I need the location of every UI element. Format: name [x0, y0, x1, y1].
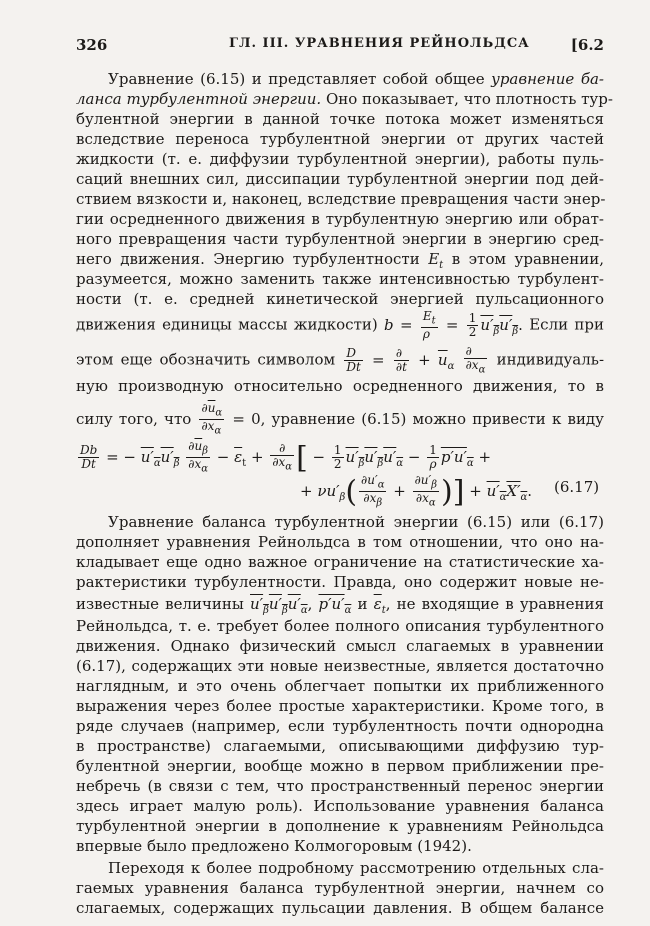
text-line: ствием вязкости и, наконец, вследствие превращения части энер-: [76, 190, 606, 208]
equation-6-17-line2: + $\nu u'_\beta$( $\frac{\partial u'_\alpha}{\partial x_\beta}$ + $\frac{\partial u'_\beta}{\partial x_\alpha}$ )] + $u'_\alpha X'_\alpha$.: [300, 473, 533, 510]
page-number: 326: [76, 36, 108, 54]
text-line: жидкости (т. е. диффузии турбулентной энергии), работы пуль-: [76, 150, 604, 168]
text-line: Переходя к более подробному рассмотрению отдельных сла-: [108, 859, 604, 877]
text-line: (6.17), содержащих эти новые неизвестные, является достаточно: [76, 657, 604, 675]
text-line: наглядным, и это очень облегчает попытки их приближенного: [76, 677, 604, 695]
text-line: дополняет уравнения Рейнольдса в том отношении, что оно на-: [76, 533, 604, 551]
chapter-title: ГЛ. III. УРАВНЕНИЯ РЕЙНОЛЬДСА: [229, 36, 530, 51]
text-line: слагаемых, содержащих пульсации давления. В общем балансе: [76, 899, 604, 917]
text-line: саций внешних сил, диссипации турбулентной энергии под дей-: [76, 170, 604, 188]
section-number: [6.2: [570, 36, 604, 54]
text-line: гаемых уравнения баланса турбулентной энергии, начнем со: [76, 879, 604, 897]
formula-b: b = $\frac{E_t}{\rho}$ = $\frac{1}{2}$ $u'_\beta u'_\beta$.: [384, 309, 523, 342]
text-line: вследствие переноса турбулентной энергии от других частей: [76, 130, 604, 148]
text-line: в пространстве) слагаемыми, описывающими диффузию тур-: [76, 737, 604, 755]
formula-dissipation: $\overline{\varepsilon}_t$: [373, 595, 386, 616]
text-line: булентной энергии, вообще можно в первом приближении пре-: [76, 757, 604, 775]
text-line: ную производную относительно осредненного движения, то в: [76, 377, 604, 395]
text-line: выражения через более простые характеристики. Кроме того, в: [76, 697, 604, 715]
text-line: небречь (в связи с тем, что пространственный перенос энергии: [76, 777, 604, 795]
text-line: разумеется, можно заменить также интенсивностью турбулент-: [76, 270, 604, 288]
formula-material-derivative: $\frac{D}{Dt}$ = $\frac{\partial}{\partial t}$ + $\overline{u}_\alpha$ $\frac{\partial}{\partial x_\alpha}$: [346, 344, 486, 376]
text-line: Уравнение баланса турбулентной энергии (6.15) или (6.17): [108, 513, 604, 531]
text-line: кладывает еще одно важное ограничение на статистические ха-: [76, 553, 604, 571]
text-line: силу того, что $\frac{\partial\overline{u}_\alpha}{\partial x_\alpha}$ = 0, уравнение (6.15) можно привести к виду: [76, 401, 604, 437]
text-line: гии осредненного движения в турбулентную энергию или обрат-: [76, 210, 604, 228]
text-line: известные величины $u'_\beta u'_\beta u'_\alpha$, $p'u'_\alpha$ и $\overline{\varepsilon}_t$, не входящие в уравнения: [76, 595, 605, 616]
formula-pressure-correlation: $p'u'_\alpha$: [318, 595, 352, 616]
text-line: турбулентной энергии в дополнение к уравнениям Рейнольдса: [76, 817, 604, 835]
formula-continuity: $\frac{\partial\overline{u}_\alpha}{\partial x_\alpha}$: [201, 401, 223, 437]
text-line: ности (т. е. средней кинетической энергией пульсационного: [76, 290, 604, 308]
running-header: [76, 36, 604, 58]
text-line: булентной энергии в данной точке потока может изменяться: [76, 110, 604, 128]
text-line: рактеристики турбулентности. Правда, оно содержит новые не-: [76, 573, 604, 591]
text-line: ланса турбулентной энергии. Оно показывает, что плотность тур-: [76, 90, 613, 108]
text-line: здесь играет малую роль). Использование уравнения баланса: [76, 797, 604, 815]
text-line: Рейнольдса, т. е. требует более полного описания турбулентного: [76, 617, 604, 635]
text-line: Уравнение (6.15) и представляет собой общее уравнение ба-: [108, 70, 604, 88]
text-line: движения единицы массы жидкости) b = $\frac{E_t}{\rho}$ = $\frac{1}{2}$ $u'_\beta u'_\beta$. Если при: [76, 309, 604, 342]
equation-6-17-line1: $\frac{Db}{Dt}$ = − $u'_\alpha u'_\beta$ $\frac{\partial\overline{u}_\beta}{\partial x_\alpha}$ − $\overline{\varepsilon}_t$ + $\frac{\partial}{\partial x_\alpha}$ [ − $\frac{1}{2}$ $u'_\beta u'_\beta u'_\alpha$ − $\frac{1}{\rho}$ $p'u'_\alpha$ +: [80, 439, 492, 476]
text-line: ряде случаев (например, если турбулентность почти однородна: [76, 717, 604, 735]
text-line: движения. Однако физический смысл слагаемых в уравнении: [76, 637, 604, 655]
text-line: этом еще обозначить символом $\frac{D}{Dt}$ = $\frac{\partial}{\partial t}$ + $\overline{u}_\alpha$ $\frac{\partial}{\partial x_\alpha}$ индивидуаль-: [76, 344, 605, 376]
equation-number: (6.17): [554, 478, 600, 496]
formula-triple-correlation: $u'_\beta u'_\beta u'_\alpha$: [250, 595, 308, 616]
text-line: него движения. Энергию турбулентности $E_t$ в этом уравнении,: [76, 250, 604, 271]
energy-symbol: $E_t$: [428, 250, 444, 271]
text-line: впервые было предложено Колмогоровым (1942).: [76, 837, 472, 855]
text-line: ного превращения части турбулентной энергии в энергию сред-: [76, 230, 604, 248]
